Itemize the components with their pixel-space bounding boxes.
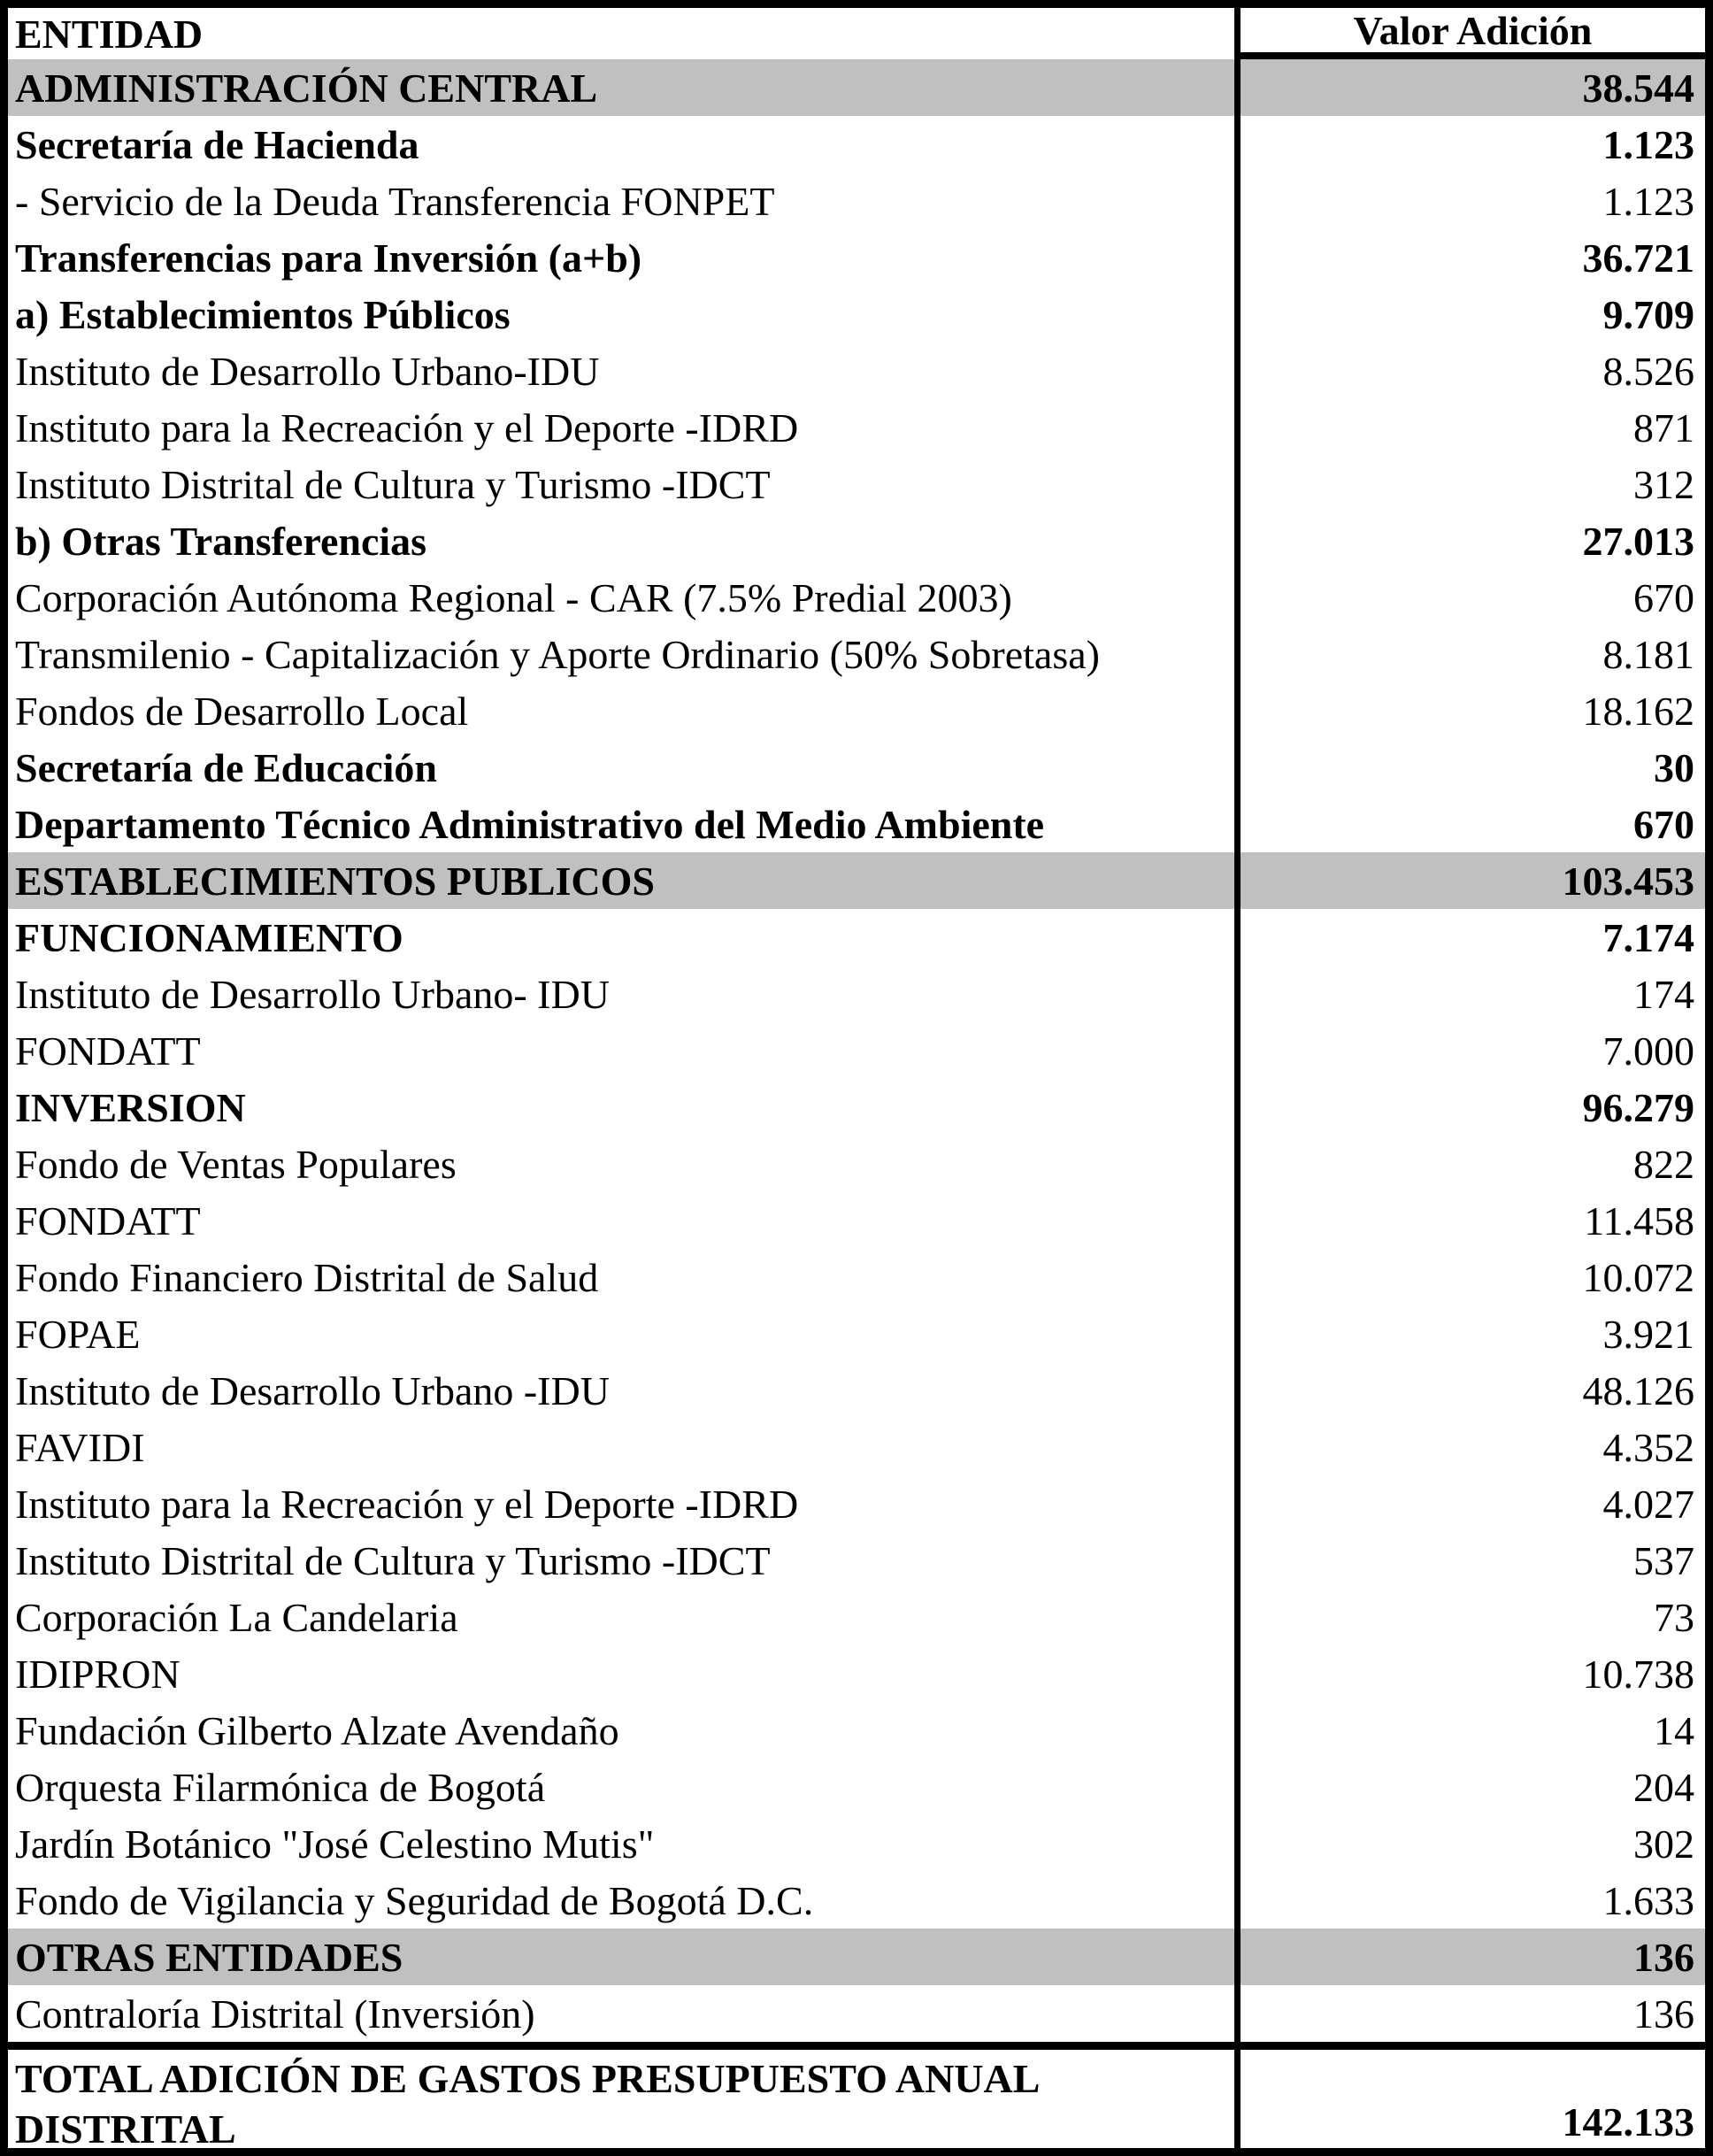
table-row (8, 626, 1705, 682)
entity-cell: a) Establecimientos Públicos (8, 286, 1241, 343)
value-cell: 174 (1633, 971, 1694, 1017)
value-cell: 670 (1633, 801, 1694, 847)
value-cell: 7.174 (1602, 914, 1694, 960)
table-header-row (8, 8, 1705, 59)
entity-cell: Corporación La Candelaria (8, 1589, 1241, 1645)
entity-cell: Secretaría de Educación (8, 739, 1241, 796)
value-cell: 537 (1633, 1537, 1694, 1583)
value-cell: 103.453 (1562, 858, 1694, 904)
entity-cell: Contraloría Distrital (Inversión) (8, 1985, 1241, 2042)
value-cell: 38.544 (1582, 65, 1694, 111)
value-cell: 204 (1633, 1764, 1694, 1810)
entity-cell: FAVIDI (8, 1419, 1241, 1475)
table-row (8, 1872, 1705, 1929)
value-cell: 27.013 (1582, 518, 1694, 564)
value-cell: 10.738 (1582, 1651, 1694, 1697)
table-row (8, 399, 1705, 456)
table-row (8, 1702, 1705, 1759)
value-cell: 1.123 (1602, 121, 1694, 167)
value-cell: 18.162 (1582, 688, 1694, 734)
table-row (8, 682, 1705, 739)
column-header-entity: ENTIDAD (8, 8, 1241, 59)
entity-cell: Instituto Distrital de Cultura y Turismo -IDCT (8, 456, 1241, 512)
value-cell: 1.123 (1602, 178, 1694, 224)
table-row (8, 852, 1705, 909)
table-row (8, 1305, 1705, 1362)
table-row (8, 1532, 1705, 1589)
value-cell: 10.072 (1582, 1254, 1694, 1300)
entity-cell: Transferencias para Inversión (a+b) (8, 229, 1241, 286)
total-label: TOTAL ADICIÓN DE GASTOS PRESUPUESTO ANUAL DISTRITAL (8, 2050, 1241, 2154)
value-cell: 7.000 (1602, 1028, 1694, 1074)
table-row (8, 1079, 1705, 1136)
value-cell: 302 (1633, 1821, 1694, 1867)
value-cell: 136 (1633, 1934, 1694, 1980)
total-value: 142.133 (1562, 2099, 1694, 2144)
value-cell: 14 (1654, 1707, 1694, 1753)
table-row (8, 1645, 1705, 1702)
table-row (8, 1475, 1705, 1532)
value-cell: 3.921 (1602, 1311, 1694, 1357)
value-cell: 48.126 (1582, 1367, 1694, 1413)
table-row (8, 966, 1705, 1022)
entity-cell: INVERSION (8, 1079, 1241, 1136)
value-cell: 1.633 (1602, 1877, 1694, 1923)
column-header-value: Valor Adición (1241, 8, 1705, 59)
entity-cell: FOPAE (8, 1305, 1241, 1362)
value-cell: 871 (1633, 404, 1694, 450)
table-row (8, 343, 1705, 399)
entity-cell: Corporación Autónoma Regional - CAR (7.5% Predial 2003) (8, 569, 1241, 626)
value-cell: 8.526 (1602, 348, 1694, 394)
entity-cell: Instituto de Desarrollo Urbano -IDU (8, 1362, 1241, 1419)
table-row (8, 1419, 1705, 1475)
table-row (8, 116, 1705, 173)
table-row (8, 59, 1705, 116)
entity-cell: FONDATT (8, 1022, 1241, 1079)
table-row (8, 739, 1705, 796)
entity-cell: ESTABLECIMIENTOS PUBLICOS (8, 852, 1241, 909)
entity-cell: Instituto Distrital de Cultura y Turismo -IDCT (8, 1532, 1241, 1589)
entity-cell: Orquesta Filarmónica de Bogotá (8, 1759, 1241, 1815)
entity-cell: Fondos de Desarrollo Local (8, 682, 1241, 739)
value-cell: 136 (1633, 1990, 1694, 2037)
table-row (8, 1362, 1705, 1419)
entity-cell: ADMINISTRACIÓN CENTRAL (8, 59, 1241, 116)
entity-cell: Jardín Botánico "José Celestino Mutis" (8, 1815, 1241, 1872)
table-row (8, 1929, 1705, 1985)
table-row (8, 1136, 1705, 1192)
value-cell: 312 (1633, 461, 1694, 507)
entity-cell: Departamento Técnico Administrativo del Medio Ambiente (8, 796, 1241, 852)
entity-cell: FUNCIONAMIENTO (8, 909, 1241, 966)
table-row (8, 1589, 1705, 1645)
entity-cell: Fundación Gilberto Alzate Avendaño (8, 1702, 1241, 1759)
value-cell: 96.279 (1582, 1084, 1694, 1130)
table-row (8, 512, 1705, 569)
entity-cell: Fondo de Vigilancia y Seguridad de Bogotá D.C. (8, 1872, 1241, 1929)
table-row (8, 1815, 1705, 1872)
table-row (8, 1022, 1705, 1079)
entity-cell: b) Otras Transferencias (8, 512, 1241, 569)
value-cell: 670 (1633, 574, 1694, 620)
entity-cell: Instituto para la Recreación y el Deporte -IDRD (8, 1475, 1241, 1532)
value-cell: 9.709 (1602, 291, 1694, 337)
entity-cell: FONDATT (8, 1192, 1241, 1249)
entity-cell: Instituto para la Recreación y el Deporte -IDRD (8, 399, 1241, 456)
entity-cell: - Servicio de la Deuda Transferencia FONPET (8, 173, 1241, 229)
value-cell: 11.458 (1584, 1197, 1694, 1244)
table-row (8, 1759, 1705, 1815)
value-cell: 30 (1654, 744, 1694, 790)
total-row (8, 2042, 1705, 2154)
entity-cell: Fondo Financiero Distrital de Salud (8, 1249, 1241, 1305)
value-cell: 73 (1654, 1594, 1694, 1640)
table-row (8, 173, 1705, 229)
table-row (8, 909, 1705, 966)
entity-cell: Secretaría de Hacienda (8, 116, 1241, 173)
entity-cell: Instituto de Desarrollo Urbano-IDU (8, 343, 1241, 399)
value-cell: 822 (1633, 1141, 1694, 1187)
entity-cell: IDIPRON (8, 1645, 1241, 1702)
value-cell: 8.181 (1602, 631, 1694, 677)
value-cell: 4.027 (1602, 1481, 1694, 1527)
value-cell: 4.352 (1602, 1424, 1694, 1470)
table-row (8, 569, 1705, 626)
table-row (8, 229, 1705, 286)
entity-cell: Transmilenio - Capitalización y Aporte Ordinario (50% Sobretasa) (8, 626, 1241, 682)
table-row (8, 456, 1705, 512)
table-row (8, 1985, 1705, 2042)
value-cell: 36.721 (1582, 235, 1694, 281)
table-row (8, 286, 1705, 343)
table-row (8, 1249, 1705, 1305)
entity-cell: Instituto de Desarrollo Urbano- IDU (8, 966, 1241, 1022)
entity-cell: OTRAS ENTIDADES (8, 1929, 1241, 1985)
table-row (8, 796, 1705, 852)
table-row (8, 1192, 1705, 1249)
entity-cell: Fondo de Ventas Populares (8, 1136, 1241, 1192)
